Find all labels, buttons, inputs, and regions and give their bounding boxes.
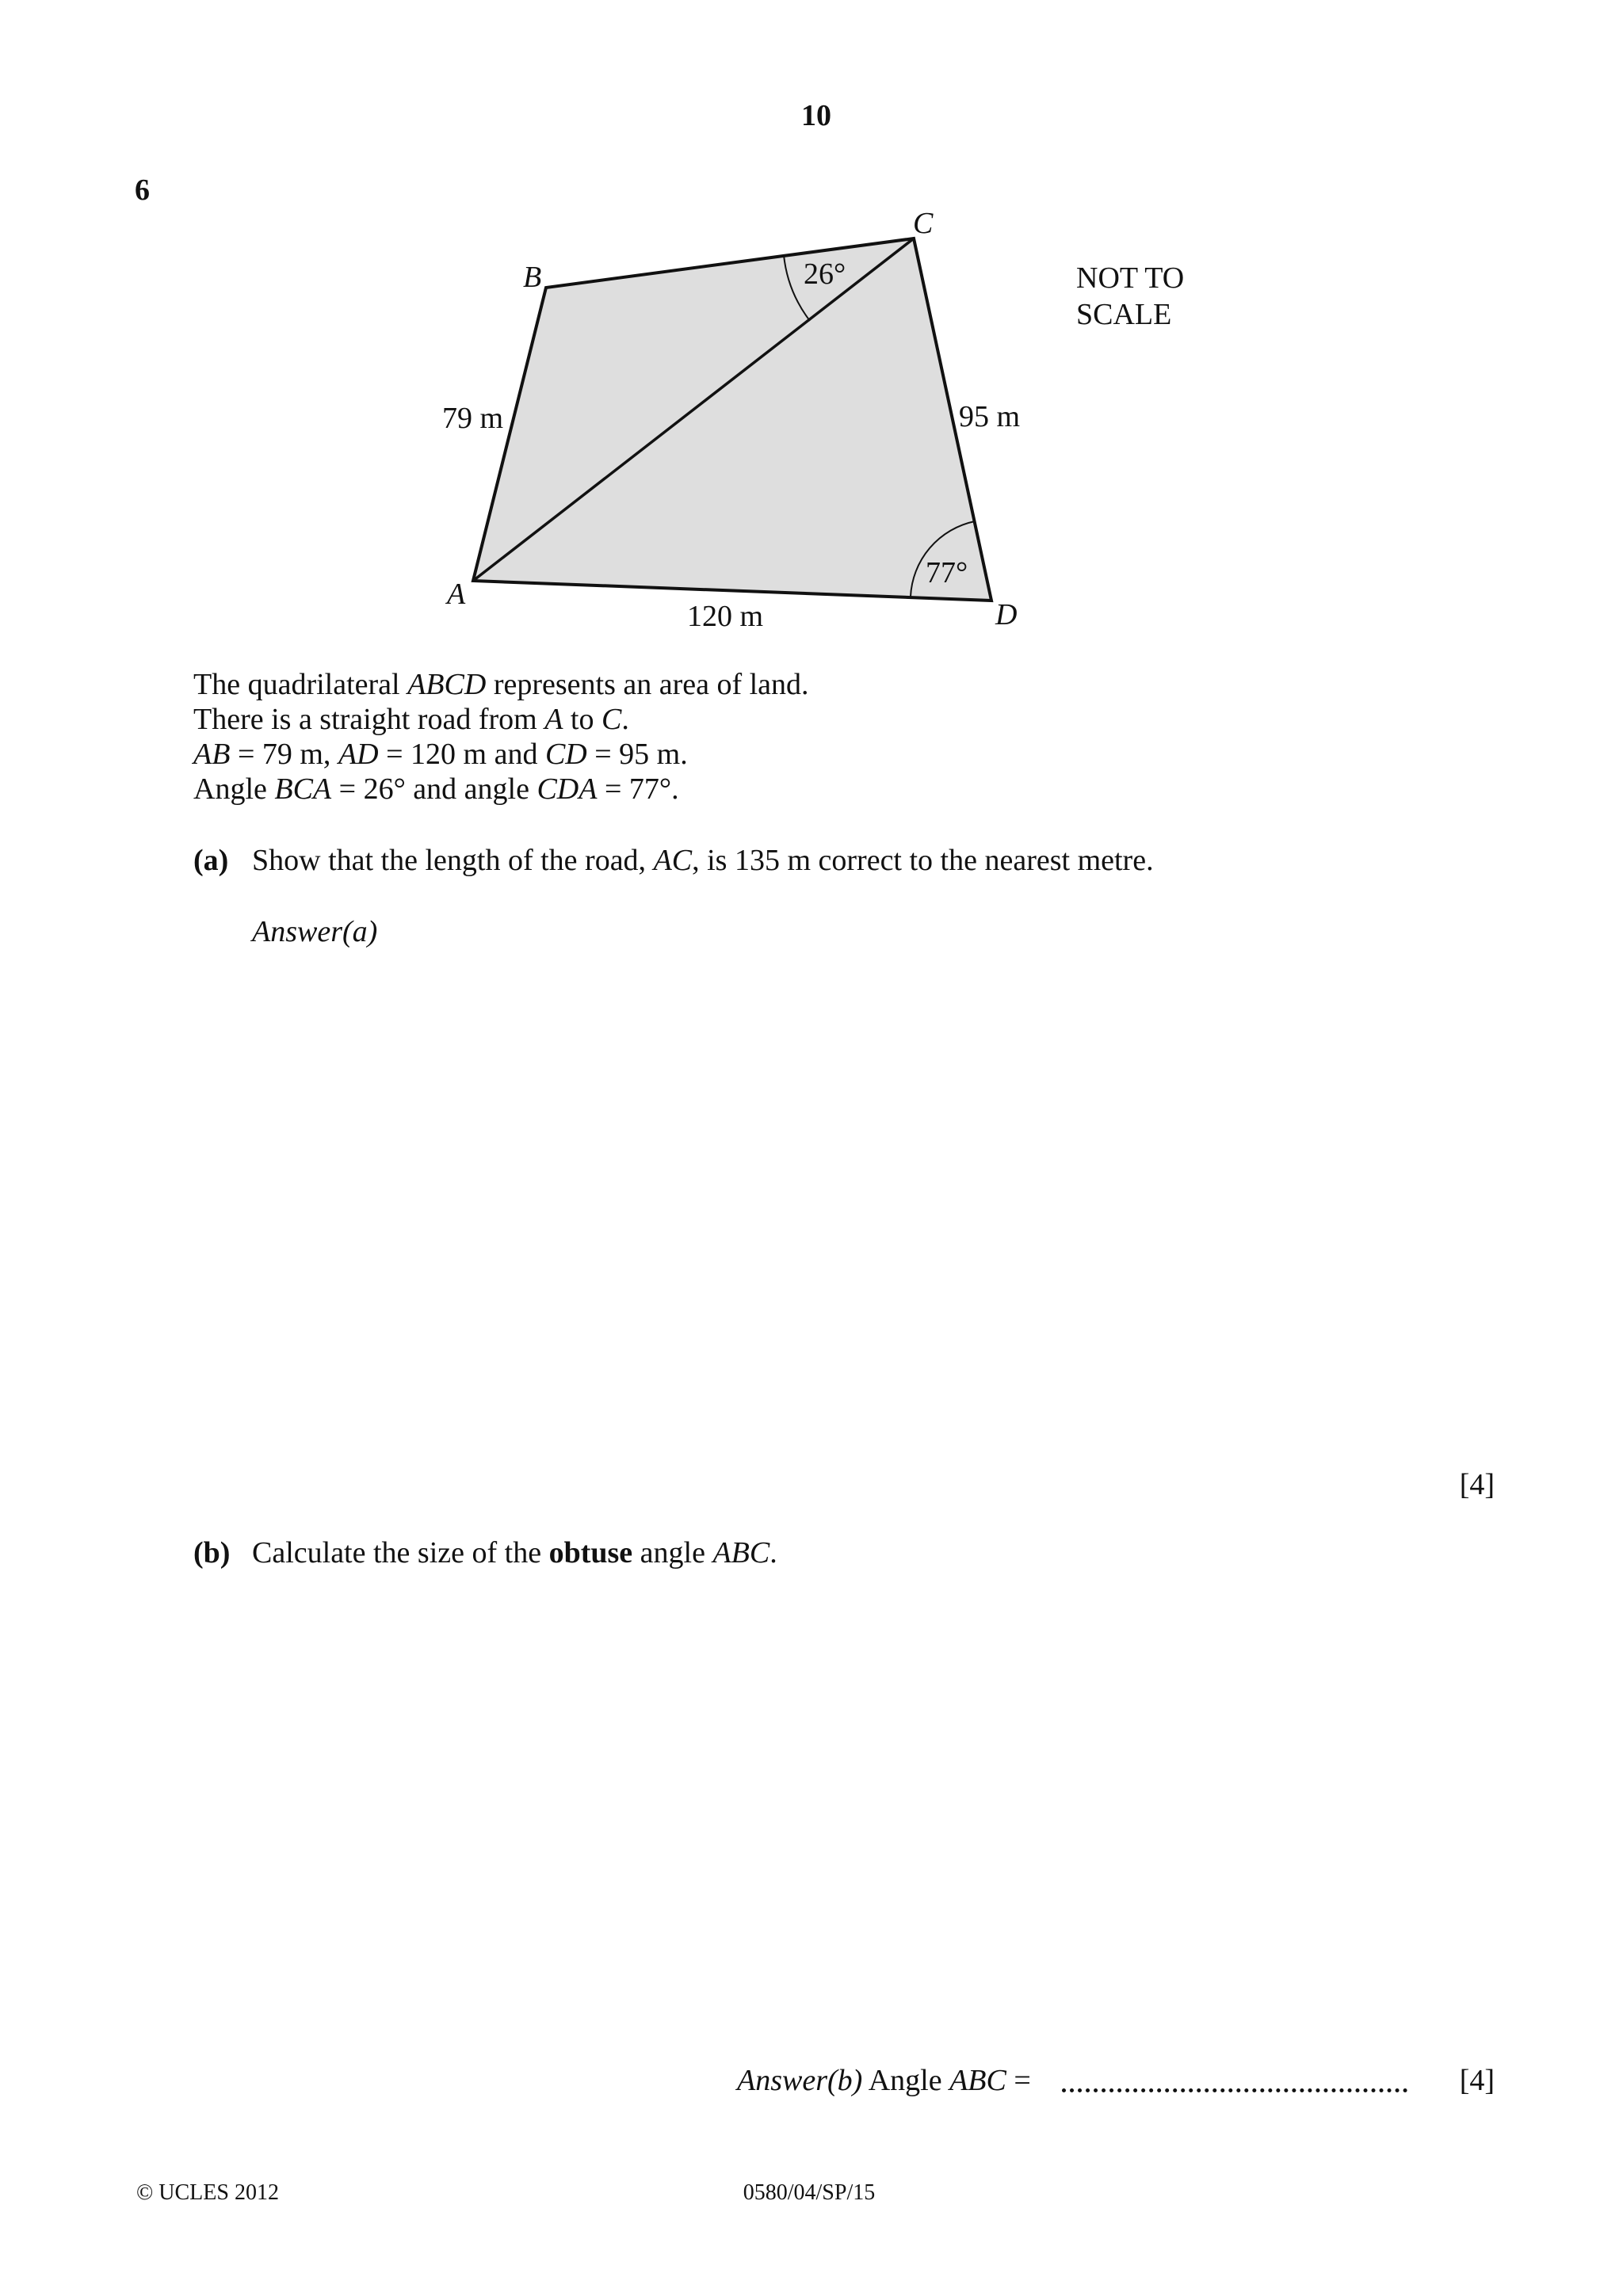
stem-text: = 26° and angle	[331, 772, 537, 806]
point-name: C	[601, 703, 622, 736]
answer-b-var: ABC	[949, 2064, 1006, 2097]
stem-text: .	[621, 703, 629, 736]
stem-text: = 79 m,	[230, 738, 338, 771]
stem-line-4	[193, 772, 809, 807]
answer-b-text: Angle	[862, 2064, 950, 2097]
stem-text: The quadrilateral	[193, 668, 408, 701]
angle-label-bca: 26°	[804, 257, 846, 291]
quadrilateral-abcd	[473, 238, 991, 601]
part-b-label: (b)	[193, 1536, 231, 1569]
part-a-marks: [4]	[1459, 1468, 1495, 1501]
part-a-var: AC	[653, 844, 693, 877]
part-b-marks: [4]	[1459, 2064, 1495, 2097]
answer-b-prompt	[737, 2063, 1031, 2098]
note-line-1: NOT TO	[1076, 261, 1185, 295]
vertex-label-a: A	[447, 578, 466, 611]
angle-label-cda: 77°	[926, 556, 968, 589]
side-label-ad: 120 m	[687, 600, 764, 633]
part-b-bold: obtuse	[548, 1536, 633, 1569]
part-a-question	[193, 843, 1154, 878]
side-label-ab: 79 m	[442, 402, 504, 435]
part-a-text-end: , is 135 m correct to the nearest metre.	[692, 844, 1154, 877]
vertex-label-c: C	[913, 207, 934, 240]
point-name: A	[544, 703, 563, 736]
segment-name: CD	[544, 738, 587, 771]
stem-line-2	[193, 702, 809, 737]
side-label-cd: 95 m	[959, 400, 1021, 433]
vertex-label-b: B	[523, 261, 542, 294]
part-b-text-mid: angle	[632, 1536, 713, 1569]
question-stem	[193, 667, 809, 807]
not-to-scale-note	[1076, 260, 1184, 333]
stem-text: to	[563, 703, 601, 736]
part-b-text: Calculate the size of the	[252, 1536, 549, 1569]
part-a-label: (a)	[193, 844, 229, 877]
page-number: 10	[801, 99, 831, 132]
answer-b-label: Answer(b)	[737, 2064, 863, 2097]
stem-line-3	[193, 737, 809, 772]
footer-code: 0580/04/SP/15	[743, 2180, 876, 2205]
answer-b-line[interactable]	[1062, 2088, 1407, 2092]
stem-line-1	[193, 667, 809, 702]
stem-text: Angle	[193, 772, 275, 806]
segment-name: AD	[338, 738, 379, 771]
stem-text: = 77°.	[597, 772, 679, 806]
segment-name: AB	[193, 738, 231, 771]
part-b-question	[193, 1535, 777, 1570]
angle-name: BCA	[274, 772, 332, 806]
shape-name: ABCD	[407, 668, 487, 701]
part-a-text: Show that the length of the road,	[252, 844, 654, 877]
stem-text: = 95 m.	[586, 738, 688, 771]
vertex-label-d: D	[995, 598, 1018, 631]
answer-a-label: Answer(a)	[252, 915, 378, 948]
part-b-text-end: .	[769, 1536, 777, 1569]
quadrilateral-diagram	[0, 0, 1623, 681]
footer-copyright: © UCLES 2012	[136, 2180, 279, 2205]
stem-text: = 120 m and	[378, 738, 545, 771]
stem-text: represents an area of land.	[486, 668, 809, 701]
angle-name: CDA	[537, 772, 598, 806]
note-line-2: SCALE	[1076, 298, 1172, 331]
part-b-var: ABC	[712, 1536, 770, 1569]
stem-text: There is a straight road from	[193, 703, 545, 736]
answer-b-eq: =	[1006, 2064, 1031, 2097]
question-number: 6	[135, 174, 150, 207]
